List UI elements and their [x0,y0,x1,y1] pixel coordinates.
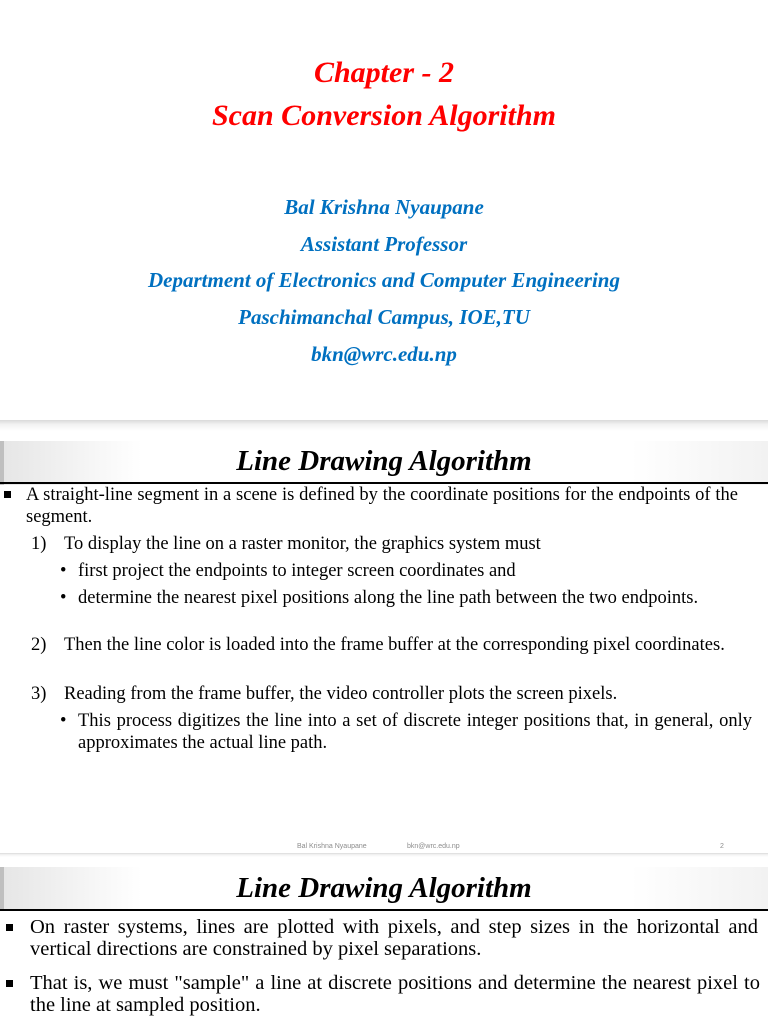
round-bullet-icon: • [60,588,67,608]
author-email: bkn@wrc.edu.np [311,342,457,366]
intro-bullet-text: A straight-line segment in a scene is defined by the coordinate positions for the endpoints of the segment. [26,485,738,527]
item-number: 3) [31,684,47,704]
chapter-number: Chapter - 2 [313,56,454,89]
sub-item-text: first project the endpoints to integer screen coordinates and [78,561,516,581]
square-bullet-icon [6,924,13,931]
round-bullet-icon: • [60,711,67,731]
item-text: Then the line color is loaded into the frame buffer at the corresponding pixel coordinates. [64,635,725,655]
author-title: Assistant Professor [300,232,468,256]
sub-item-text: This process digitizes the line into a set of discrete integer positions that, in general, only approximates the actual line path. [78,711,752,753]
square-bullet-icon [6,980,13,987]
content-slide-line-drawing-2 [0,857,768,1024]
title-slide [0,0,768,420]
header-underline [0,909,768,911]
round-bullet-icon: • [60,561,67,581]
item-text: To display the line on a raster monitor, the graphics system must [64,534,541,554]
slide-divider [0,420,768,431]
bullet-text: On raster systems, lines are plotted with pixels, and step sizes in the horizontal and vertical directions are constrained by pixel separations. [30,916,758,960]
footer-author: Bal Krishna Nyaupane [297,843,367,850]
square-bullet-icon [4,491,11,498]
content-slide-line-drawing [0,431,768,833]
item-text: Reading from the frame buffer, the video controller plots the screen pixels. [64,684,618,704]
slide-heading: Line Drawing Algorithm [236,872,532,904]
author-campus: Paschimanchal Campus, IOE,TU [238,305,530,329]
footer-page-number: 2 [720,843,724,850]
item-number: 2) [31,635,47,655]
footer-email: bkn@wrc.edu.np [407,843,460,850]
bullet-text: That is, we must "sample" a line at discrete positions and determine the nearest pixel to the line at sampled position. [30,972,760,1016]
slide-heading: Line Drawing Algorithm [236,445,532,477]
author-department: Department of Electronics and Computer Engineering [148,268,620,292]
chapter-title: Scan Conversion Algorithm [212,99,556,132]
item-number: 1) [31,534,47,554]
author-name: Bal Krishna Nyaupane [284,195,484,219]
sub-item-text: determine the nearest pixel positions along the line path between the two endpoints. [78,588,699,608]
